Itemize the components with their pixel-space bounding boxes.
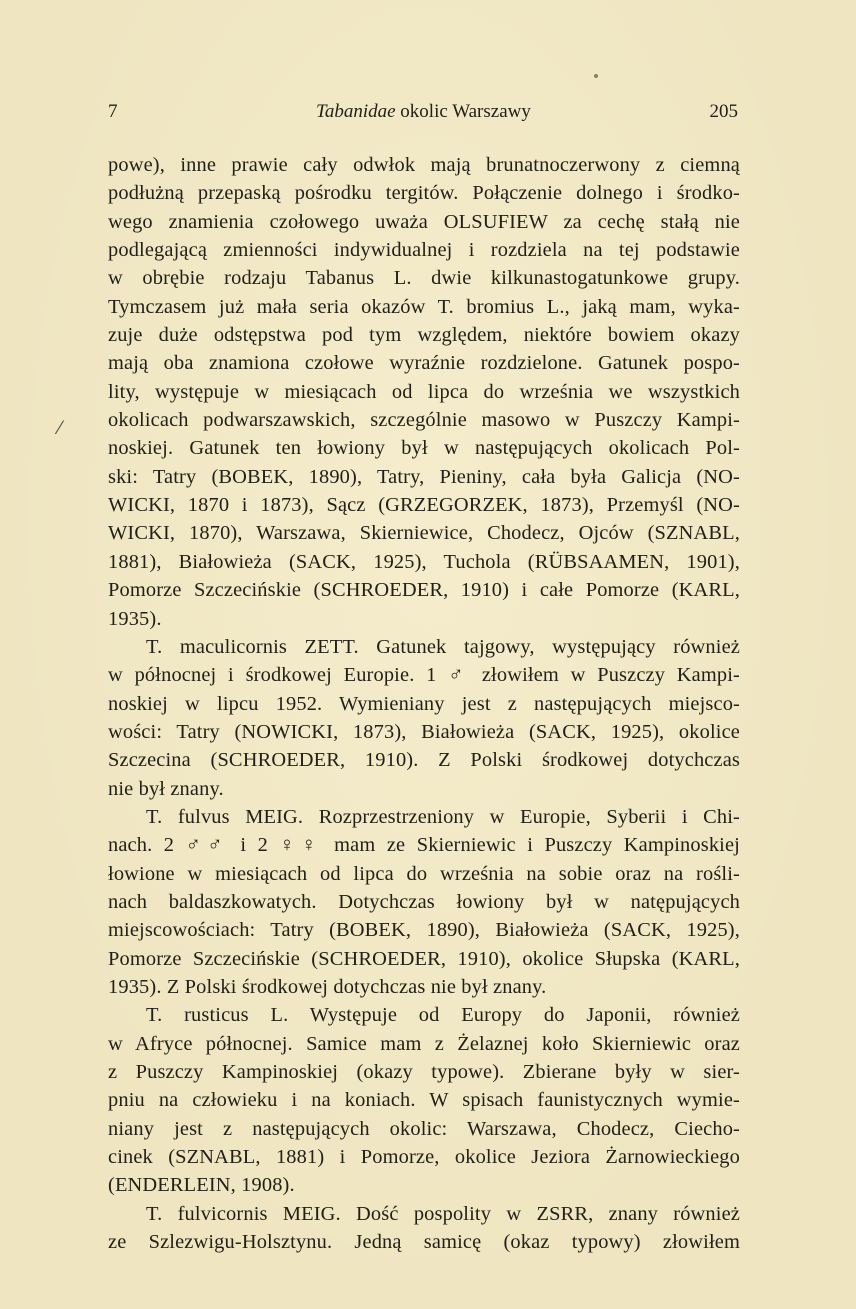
print-speck [594,74,598,78]
running-title [316,101,531,123]
text-line: okolicach podwarszawskich, szczególnie masowo w Puszczy Kampi- [108,409,740,432]
text-line: łowione w miesiącach od lipca do września na sobie oraz na rośli- [108,862,740,885]
page-number: 205 [709,101,738,122]
text-line: niany jest z następujących okolic: Warszawa, Chodecz, Ciecho- [108,1117,740,1140]
text-line: zuje duże odstępstwa pod tym względem, niektóre bowiem okazy [108,324,740,347]
text-line: w Afryce północnej. Samice mam z Żelaznej koło Skierniewic oraz [108,1032,740,1055]
running-header [108,101,738,131]
text-line: noskiej. Gatunek ten łowiony był w następujących okolicach Pol- [108,437,740,460]
text-line: podłużną przepaską pośrodku tergitów. Połączenie dolnego i środko- [108,182,740,205]
text-line: noskiej w lipcu 1952. Wymieniany jest z następujących miejsco- [108,692,740,715]
text-line: (ENDERLEIN, 1908). [108,1174,295,1197]
running-title-italic: Tabanidae [316,101,396,122]
text-line: nach baldaszkowatych. Dotychczas łowiony był w natępujących [108,890,740,913]
text-line: w północnej i środkowej Europie. 1 ♂ złowiłem w Puszczy Kampi- [108,664,740,687]
text-line: 1935). [108,607,162,630]
text-line: WICKI, 1870 i 1873), Sącz (GRZEGORZEK, 1873), Przemyśl (NO- [108,494,740,517]
text-line: ze Szlezwigu-Holsztynu. Jedną samicę (okaz typowy) złowiłem [108,1231,740,1254]
margin-pencil-mark: ⁄ [58,418,62,439]
running-title-rest: okolic Warszawy [400,101,531,122]
text-line: WICKI, 1870), Warszawa, Skierniewice, Chodecz, Ojców (SZNABL, [108,522,740,545]
text-line: pniu na człowieku i na koniach. W spisach faunistycznych wymie- [108,1089,740,1112]
text-line: wego znamienia czołowego uważa OLSUFIEW za cechę stałą nie [108,210,740,233]
text-line: mają oba znamiona czołowe wyraźnie rozdzielone. Gatunek pospo- [108,352,740,375]
text-line: T. maculicornis ZETT. Gatunek tajgowy, występujący również [146,635,740,658]
text-line: 1881), Białowieża (SACK, 1925), Tuchola (RÜBSAAMEN, 1901), [108,550,740,573]
body-text [108,151,740,1256]
text-line: lity, występuje w miesiącach od lipca do września we wszystkich [108,380,740,403]
text-line: T. fulvus MEIG. Rozprzestrzeniony w Europie, Syberii i Chi- [146,805,740,828]
text-line: Pomorze Szczecińskie (SCHROEDER, 1910), okolice Słupska (KARL, [108,947,740,970]
text-line: Szczecina (SCHROEDER, 1910). Z Polski środkowej dotychczas [108,749,740,772]
text-line: T. fulvicornis MEIG. Dość pospolity w ZSRR, znany również [146,1202,740,1225]
text-line: podlegającą zmienności indywidualnej i rozdziela na tej podstawie [108,239,740,262]
text-line: T. rusticus L. Występuje od Europy do Japonii, również [146,1004,740,1027]
text-line: ski: Tatry (BOBEK, 1890), Tatry, Pieniny, cała była Galicja (NO- [108,465,740,488]
text-line: Pomorze Szczecińskie (SCHROEDER, 1910) i całe Pomorze (KARL, [108,579,740,602]
text-line: z Puszczy Kampinoskiej (okazy typowe). Zbierane były w sier- [108,1061,740,1083]
text-line: 1935). Z Polski środkowej dotychczas nie był znany. [108,975,547,998]
text-line: miejscowościach: Tatry (BOBEK, 1890), Białowieża (SACK, 1925), [108,919,740,942]
left-page-marker: 7 [108,101,118,122]
text-line: cinek (SZNABL, 1881) i Pomorze, okolice Jeziora Żarnowieckiego [108,1146,740,1169]
text-line: Tymczasem już mała seria okazów T. bromius L., jaką mam, wyka- [108,295,740,318]
text-line: nach. 2 ♂♂ i 2 ♀♀ mam ze Skierniewic i Puszczy Kampinoskiej [108,834,740,857]
text-line: w obrębie rodzaju Tabanus L. dwie kilkunastogatunkowe grupy. [108,267,740,290]
text-line: wości: Tatry (NOWICKI, 1873), Białowieża (SACK, 1925), okolice [108,720,740,743]
text-line: powe), inne prawie cały odwłok mają brunatnoczerwony z ciemną [108,154,740,176]
text-line: nie był znany. [108,777,224,800]
